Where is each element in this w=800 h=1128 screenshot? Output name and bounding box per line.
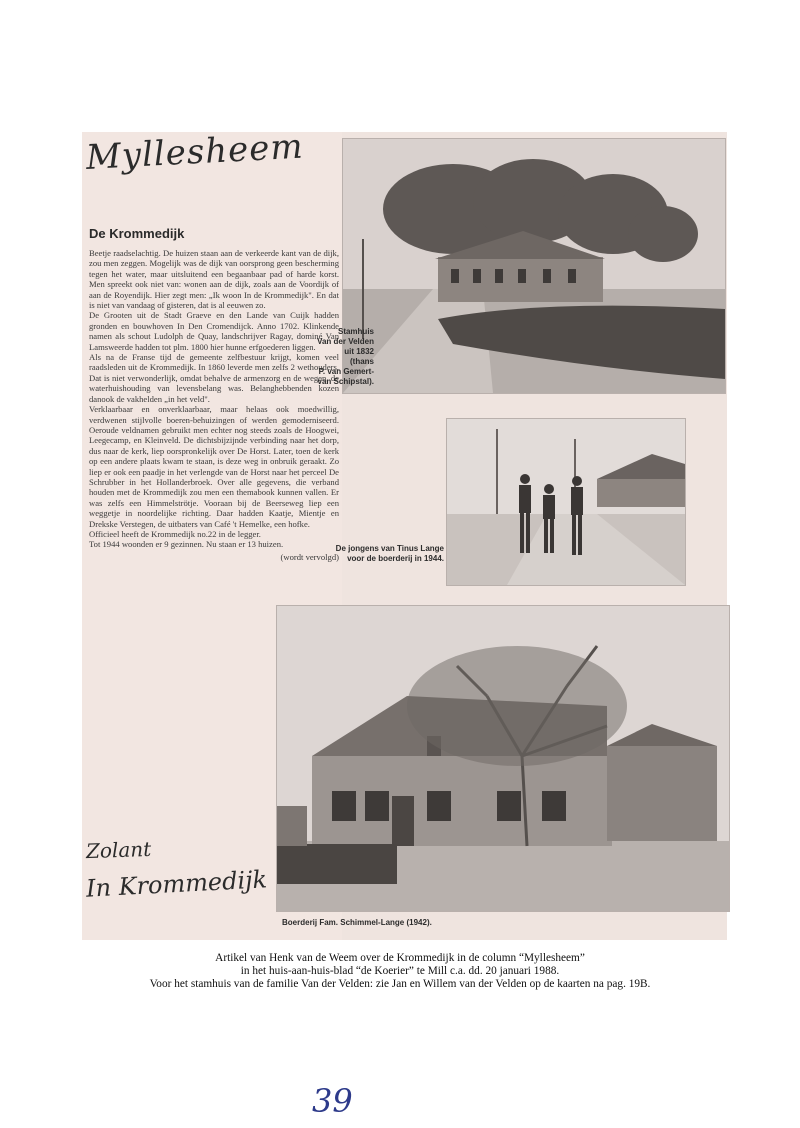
- article-paragraph: Verklaarbaar en onverklaarbaar, maar helaas ook moedwillig, verdwenen stijlvolle boeren-behuizingen of werden gemoderniseerd. Oeroude veldnamen gebruikt men echter nog steeds zoals de Hoogwei, Leegecamp, en Kleinveld. De dichtsbijzijnde verbinding naar het dorp, dus naar de kerk, liep oorspronkelijk over De Horst. Later, toen de kerk op een andere plaats kwam te staan, is deze weg in onbruik geraakt. Zo liep er ook een paadje in het verlengde van de Horst naar het perceel De Schrubber in het Hollanderbroek. Over alle gegevens, die verband houden met de Krommedijk zou men een themabook kunnen vallen. Er was zelfs een Himmelströtje. Vooraan bij de Beerseweg liep een weggetje in noordelijke richting. Daar hadden Kaatje, Mientje en Drekske Verstegen, de uitbaters van Café 't Hemelke, een hofke.: [89, 404, 339, 529]
- to-be-continued: (wordt vervolgd): [280, 551, 339, 562]
- photo-boerderij: [276, 605, 730, 912]
- footer-line: in het huis-aan-huis-blad “de Koerier” te Mill c.a. dd. 20 januari 1988.: [240, 965, 560, 977]
- page-number: 39: [312, 1082, 353, 1120]
- caption-stamhuis: Stamhuis Van der Velden uit 1832 (thans P. van Gemert- van Schipstal).: [317, 327, 374, 386]
- handwritten-note-line1: Zolant: [85, 836, 152, 864]
- article-paragraph: De Grooten uit de Stadt Graeve en den Lande van Cuijk hadden gronden en bouwhoven In Den Cromendijck. Anno 1702. Klinkende namen als schout Ludolph de Quay, landschrijver Ragay, dominé Van Lamsweerde hadden tot plm. 1800 hier hunne erfgoederen liggen.: [89, 310, 339, 352]
- photo-jongens: [446, 418, 686, 586]
- handwritten-title: Myllesheem: [85, 126, 305, 178]
- footer-line: Artikel van Henk van de Weem over de Krommedijk in de column “Myllesheem”: [215, 952, 585, 964]
- footer-line: Voor het stamhuis van de familie Van der Velden: zie Jan en Willem van der Velden op de kaarten na pag. 19B.: [149, 978, 651, 990]
- caption-jongens: De jongens van Tinus Lange voor de boerderij in 1944.: [335, 544, 444, 563]
- article-paragraph: Beetje raadselachtig. De huizen staan aan de verkeerde kant van de dijk, zou men zeggen. Mogelijk was de dijk van oorsprong geen bescherming tegen het water, maar uitsluitend een begaanbaar pad of harde korst. Men spreekt ook niet van: wonen aan de dijk, zoals aan de Voordijk of aan de Royendijk. Hier zegt men: „Ik woon In de Krommedijk". En dat is niet van vandaag of gisteren, dat is al eeuwen zo.: [89, 248, 339, 311]
- article-paragraph: Als na de Franse tijd de gemeente zelfbestuur krijgt, komen veel raadsleden uit de Krommedijk. In 1860 leverde men zelfs 2 wethouders. Dat is niet verwonderlijk, omdat behalve de armenzorg en de wegen, de waterhuishouding van levensbelang was. Belanghebbenden kozen danook de vakhelden „in het veld".: [89, 352, 339, 404]
- photo-stamhuis: [342, 138, 726, 394]
- article-heading: De Krommedijk: [89, 226, 185, 241]
- caption-boerderij: Boerderij Fam. Schimmel-Lange (1942).: [282, 918, 432, 927]
- document-footer: [60, 952, 740, 991]
- handwritten-note-line2: In Krommedijk: [85, 865, 268, 903]
- article-paragraph: Tot 1944 woonden er 9 gezinnen. Nu staan er 13 huizen.: [89, 539, 284, 550]
- article-paragraph: Officieel heeft de Krommedijk no.22 in de legger.: [89, 528, 261, 539]
